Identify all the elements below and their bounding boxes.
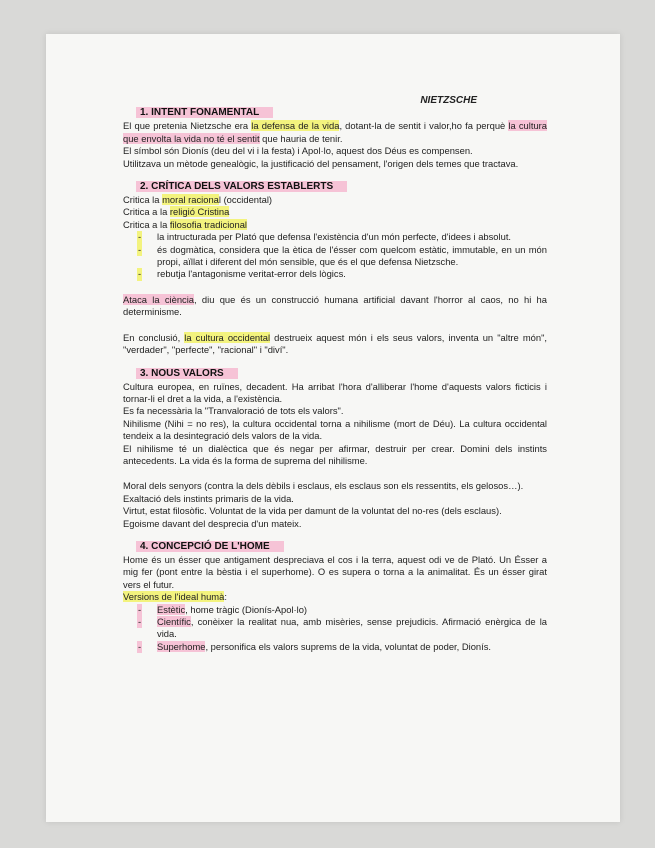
critique-moral: Critica la moral racional (occidental) — [123, 194, 273, 206]
section-3-paragraph-6: Exaltació dels instints primaris de la vida. — [123, 492, 294, 504]
conclusion-paragraph: En conclusió, la cultura occidental destrueix aquest món i els seus valors, inventa un "altre món", "verdader", "perfecte", "racional" i "diví". — [123, 331, 547, 356]
section-3-paragraph-2: Es fa necessària la "Tranvaloració de tots els valors". — [123, 405, 344, 417]
list-item: - Estètic, home tràgic (Dionís-Apol·lo) — [138, 603, 308, 615]
section-3-paragraph-7: Virtut, estat filosòfic. Voluntat de la vida per damunt de la voluntat del no-res (dels esclaus). — [123, 505, 502, 517]
list-item: - Superhome, personifica els valors suprems de la vida, voluntat de poder, Dionís. — [138, 640, 492, 652]
section-3-paragraph-4: El nihilisme té un dialèctica que és negar per afirmar, destruir per crear. Domini dels instints antecedents. La vida és la forma de suprema del nihilisme. — [123, 442, 547, 466]
versions-list — [123, 604, 547, 654]
section-1-paragraph-1: El que pretenia Nietzsche era la defensa de la vida, dotant-la de sentit i valor,ho fa perquè la cultura que envolta la vida no té el sentit que hauria de tenir. — [123, 120, 547, 144]
section-3-paragraph-5: Moral dels senyors (contra la dels dèbils i esclaus, els esclaus son els ressentits, els gelosos…). — [123, 480, 524, 492]
science-paragraph: Ataca la ciència, diu que és un construcció humana artificial davant l'horror al caos, no hi ha determinisme. — [123, 293, 547, 318]
section-3-heading: 3. NOUS VALORS — [136, 368, 547, 380]
section-1-heading: 1. INTENT FONAMENTAL — [136, 107, 547, 119]
section-4-heading: 4. CONCEPCIÓ DE L'HOME — [136, 541, 547, 553]
critique-religion: Critica a la religió Cristina — [123, 206, 230, 218]
list-item: - rebutja l'antagonisme veritat-error dels lògics. — [138, 268, 346, 280]
section-3-paragraph-8: Egoisme davant del desprecia d'un mateix. — [123, 517, 302, 529]
section-1-paragraph-2: El símbol són Dionís (deu del vi i la festa) i Apol·lo, aquest dos Déus es compensen. — [123, 145, 473, 157]
philosophy-bullet-list — [123, 231, 547, 281]
list-item: - la intructurada per Plató que defensa l'existència d'un món perfecte, d'idees i absolut. — [138, 231, 512, 243]
section-1-paragraph-3: Utilitzava un mètode genealògic, la justificació del pensament, l'origen dels temes que tractava. — [123, 157, 519, 169]
document-title: NIETZSCHE — [420, 95, 477, 106]
document-content — [123, 95, 547, 653]
section-3-paragraph-3: Nihilisme (Nihi = no res), la cultura occidental torna a nihilisme (mort de Déu). La cultura occidental tendeix a la desintegració dels valors de la vida. — [123, 417, 547, 442]
list-item: - Científic, conèixer la realitat nua, amb misèries, sense prejudicis. Afirmació enèrgica de la vida. — [138, 616, 547, 640]
critique-philosophy: Critica a la filosofia tradicional — [123, 218, 248, 230]
section-2-heading: 2. CRÍTICA DELS VALORS ESTABLERTS — [136, 181, 547, 193]
section-3-paragraph-1: Cultura europea, en ruïnes, decadent. Ha arribat l'hora d'alliberar l'home d'aquests valors ficticis i tornar-li el dret a la vida, a l'existència. — [123, 380, 547, 404]
section-4-paragraph-1: Home és un ésser que antigament despreciava el cos i la terra, aquest odi ve de Plató. Un Ésser a mig fer (pont entre la bèstia i el superhome). O es supera o torna a la animalitat. És un ésser girat vers el futur. — [123, 553, 547, 590]
list-item: - és dogmàtica, considera que la ètica de l'ésser com quelcom estàtic, immutable, en un món propi, aïllat i diferent del món sensible, que és el que defensa Nietzsche. — [138, 243, 547, 268]
versions-label: Versions de l'ideal humà: — [123, 591, 227, 603]
